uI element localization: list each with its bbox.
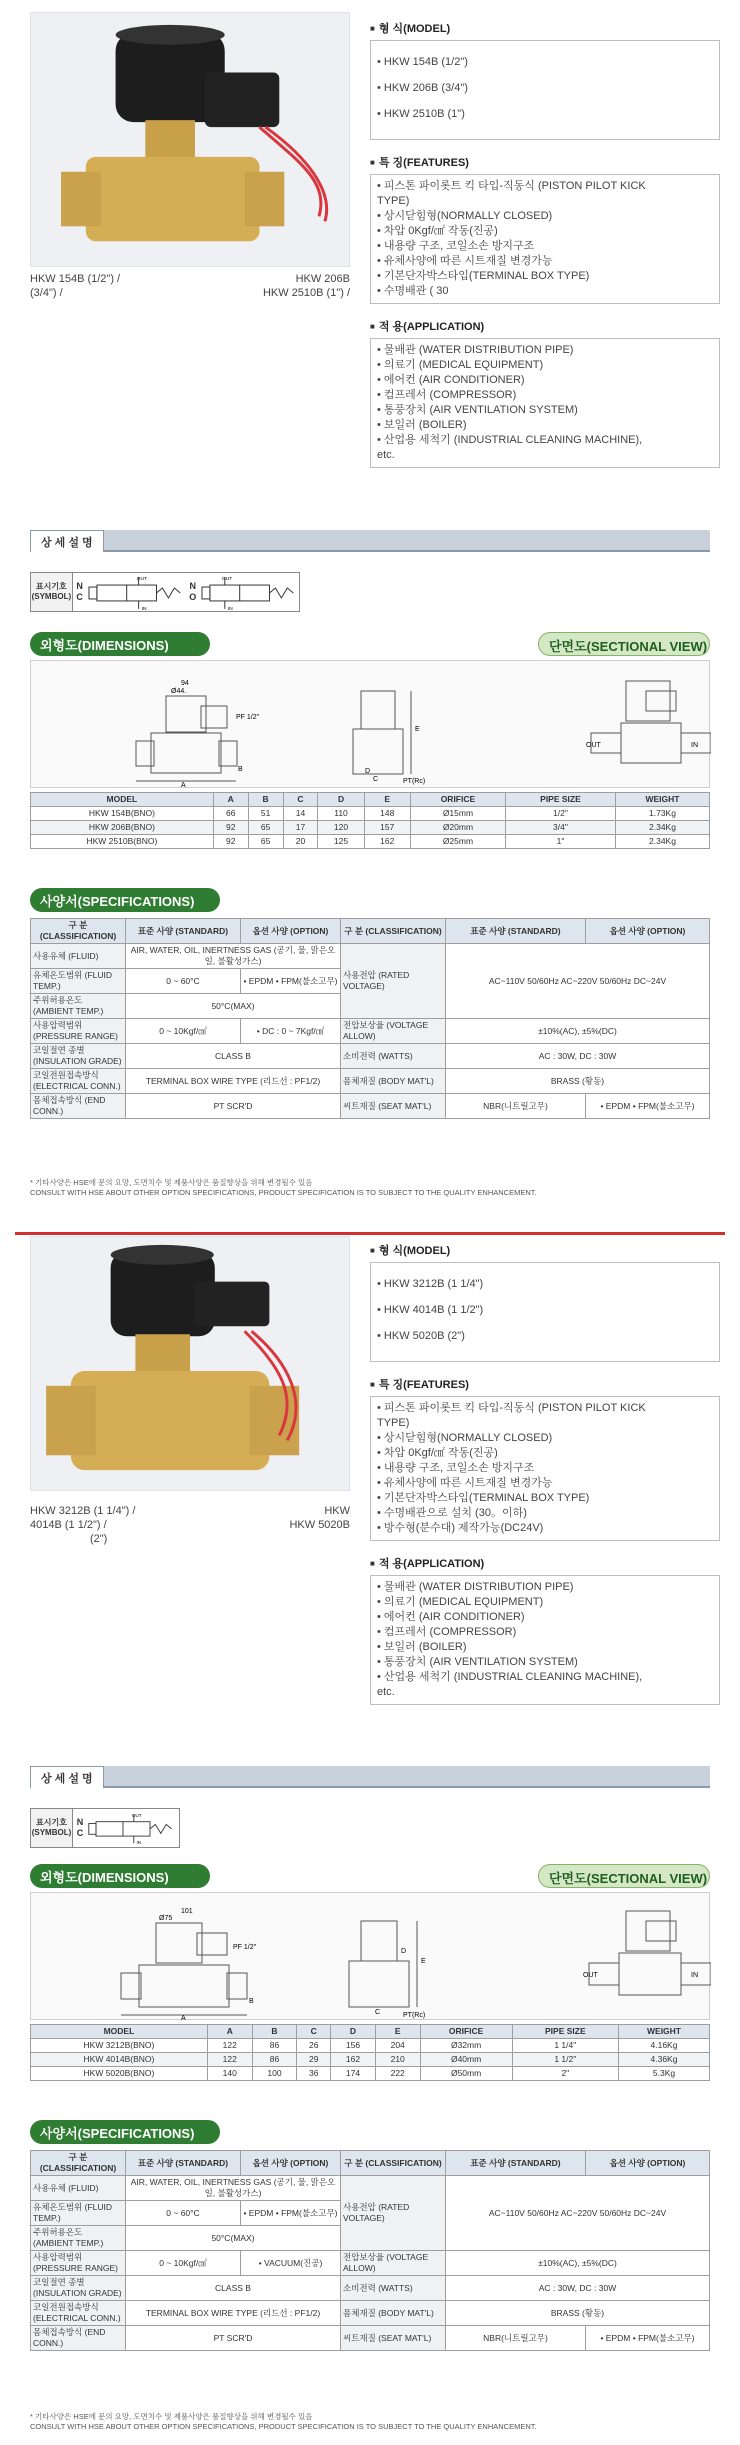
model-item: • HKW 2510B (1"): [377, 108, 465, 120]
caption-text: HKW 3212B (1 1/4") /: [30, 1505, 136, 1517]
caption-text: HKW 154B (1/2") /: [30, 273, 121, 285]
svg-text:IN: IN: [691, 1972, 698, 1979]
caption-text: (2"): [90, 1533, 108, 1545]
caption-text: HKW 2510B (1") /: [262, 287, 350, 299]
specifications-title: 사양서(SPECIFICATIONS): [30, 2120, 220, 2144]
detail-tab-bar: [30, 1766, 710, 1788]
svg-text:E: E: [421, 1958, 426, 1965]
svg-text:D: D: [401, 1948, 407, 1955]
dimension-drawing-svg: [31, 661, 711, 789]
model-title-text: 형 식(MODEL): [378, 23, 451, 35]
valve-illustration: [31, 13, 349, 266]
app-item: • 에어컨 (AIR CONDITIONER): [377, 374, 525, 386]
features-box: [370, 174, 720, 304]
col-a: A: [213, 793, 248, 807]
svg-text:OUT: OUT: [136, 577, 147, 583]
photo-caption: [30, 272, 350, 300]
svg-text:D: D: [365, 768, 371, 775]
model-item: • HKW 5020B (2"): [377, 1330, 465, 1342]
app-item: etc.: [377, 449, 395, 461]
dimensions-table: [30, 792, 710, 849]
svg-text:IN: IN: [227, 606, 233, 611]
col-b: B: [252, 2025, 297, 2039]
spec-row: 몸체접속방식 (END CONN.) PT SCR'D 씨트재질 (SEAT MAT'L) NBR(니트릴고무) • EPDM • FPM(불소고무): [31, 1094, 710, 1119]
col-c: C: [297, 2025, 331, 2039]
sectional-title: 단면도(SECTIONAL VIEW): [538, 632, 710, 656]
svg-text:PF 1/2": PF 1/2": [233, 1944, 257, 1951]
valve-illustration: [31, 1237, 349, 1490]
product-divider: [15, 1232, 725, 1235]
spec-row: 주위허용온도 (AMBIENT TEMP.) 50°C(MAX): [31, 994, 710, 1019]
spec-row: 주위허용온도 (AMBIENT TEMP.) 50°C(MAX): [31, 2226, 710, 2251]
feature-item: • 피스톤 파이롯트 킥 타입-직동식 (PISTON PILOT KICK: [377, 1402, 646, 1414]
svg-text:IN: IN: [141, 606, 147, 611]
model-item: • HKW 4014B (1 1/2"): [377, 1304, 484, 1316]
product-photo: [30, 12, 350, 267]
table-header-row: [31, 2025, 710, 2039]
spec-row: 코일전원접속방식 (ELECTRICAL CONN.) TERMINAL BOX WIRE TYPE (리드선 : PF1/2) 몸체재질 (BODY MAT'L) BRASS (황동): [31, 1069, 710, 1094]
svg-text:E: E: [415, 726, 420, 733]
features-title: ■ 특 징(FEATURES): [370, 1376, 720, 1392]
col-pipe-size: PIPE SIZE: [512, 2025, 618, 2039]
features-box: [370, 1396, 720, 1541]
caption-text: (3/4") /: [30, 287, 63, 299]
symbol-nc-diagram: [87, 1809, 177, 1847]
feature-item: • 수명배관 ( 30: [377, 285, 449, 297]
col-b: B: [248, 793, 283, 807]
symbol-nc-diagram: [87, 573, 186, 611]
sectional-title: 단면도(SECTIONAL VIEW): [538, 1864, 710, 1888]
application-title: ■ 적 용(APPLICATION): [370, 1555, 720, 1571]
symbol-nc-label: N C: [76, 1817, 84, 1838]
feature-item: • 상시닫힘형(NORMALLY CLOSED): [377, 210, 553, 222]
svg-text:OUT: OUT: [583, 1972, 598, 1979]
col-orifice: ORIFICE: [420, 2025, 512, 2039]
spec-row: 코일절연 종별 (INSULATION GRADE) CLASS B 소비전력 (WATTS) AC : 30W, DC : 30W: [31, 2276, 710, 2301]
caption-text: 4014B (1 1/2") /: [30, 1519, 107, 1531]
tab-detail[interactable]: 상 세 설 명: [30, 530, 104, 552]
feature-item: TYPE): [377, 1417, 410, 1429]
feature-item: • 내용량 구조, 코일소손 방지구조: [377, 1462, 535, 1474]
model-box: [370, 1262, 720, 1362]
spec-row: 사용유체 (FLUID) AIR, WATER, OIL, INERTNESS GAS (공기, 물, 맑은오일, 불활성가스) 사용전압 (RATED VOLTAGE) AC~110V 50/60Hz AC~220V 50/60Hz DC~24V: [31, 944, 710, 969]
feature-item: • 수명배관으로 설치 (30。이하): [377, 1507, 527, 1519]
detail-tab-bar: [30, 530, 710, 552]
dimensions-table: [30, 2024, 710, 2081]
feature-item: • 방수형(분수대) 제작가능(DC24V): [377, 1522, 544, 1534]
spec-row: 코일전원접속방식 (ELECTRICAL CONN.) TERMINAL BOX WIRE TYPE (리드선 : PF1/2) 몸체재질 (BODY MAT'L) BRASS (황동): [31, 2301, 710, 2326]
col-e: E: [364, 793, 410, 807]
dimension-drawing-svg: [31, 1893, 711, 2021]
dimensions-title: 외형도(DIMENSIONS): [30, 632, 210, 656]
feature-item: • 기본단자박스타입(TERMINAL BOX TYPE): [377, 1492, 590, 1504]
symbol-box: [30, 572, 300, 612]
application-box: [370, 338, 720, 468]
dimensions-title: 외형도(DIMENSIONS): [30, 1864, 210, 1888]
svg-text:PT(Rc): PT(Rc): [403, 778, 426, 785]
symbol-no-label: N O: [189, 581, 197, 602]
specifications-title: 사양서(SPECIFICATIONS): [30, 888, 220, 912]
model-item: • HKW 154B (1/2"): [377, 56, 468, 68]
app-item: • 보일러 (BOILER): [377, 419, 467, 431]
model-item: • HKW 206B (3/4"): [377, 82, 468, 94]
app-item: • 물배관 (WATER DISTRIBUTION PIPE): [377, 1581, 574, 1593]
product-photo: [30, 1236, 350, 1491]
dimension-drawings: [30, 1892, 710, 2020]
spec-row: 유체온도범위 (FLUID TEMP.) 0 ~ 60°C • EPDM • FPM(불소고무): [31, 2201, 710, 2226]
feature-item: • 유체사양에 따른 시트재질 변경가능: [377, 1477, 553, 1489]
spec-row: 몸체접속방식 (END CONN.) PT SCR'D 씨트재질 (SEAT MAT'L) NBR(니트릴고무) • EPDM • FPM(불소고무): [31, 2326, 710, 2351]
model-title-text: 형 식(MODEL): [378, 1245, 451, 1257]
col-orifice: ORIFICE: [410, 793, 505, 807]
svg-text:C: C: [375, 2009, 381, 2016]
table-row: HKW 5020B(BNO) 140 100 36 174 222 Ø50mm 2" 5.3Kg: [31, 2067, 710, 2081]
table-header-row: [31, 793, 710, 807]
svg-text:OUT: OUT: [586, 742, 601, 749]
symbol-no-diagram: [200, 573, 299, 611]
col-pipe-size: PIPE SIZE: [506, 793, 616, 807]
app-item: • 의료기 (MEDICAL EQUIPMENT): [377, 359, 544, 371]
svg-text:B: B: [238, 766, 243, 773]
col-model: MODEL: [31, 2025, 208, 2039]
model-item: • HKW 3212B (1 1/4"): [377, 1278, 484, 1290]
svg-text:OUT: OUT: [132, 1813, 142, 1819]
col-a: A: [207, 2025, 252, 2039]
feature-item: • 차압 0Kgf/㎠ 작동(진공): [377, 1447, 498, 1459]
model-title: ■ 형 식(MODEL): [370, 1242, 720, 1258]
features-title-text: 특 징(FEATURES): [378, 1379, 469, 1391]
spec-header-row: 구 분 (CLASSIFICATION) 표준 사양 (STANDARD) 옵션 사양 (OPTION) 구 분 (CLASSIFICATION) 표준 사양 (STANDARD) 옵션 사양 (OPTION): [31, 2151, 710, 2176]
dimension-drawings: [30, 660, 710, 788]
svg-text:OUT: OUT: [221, 577, 233, 583]
specifications-table: [30, 918, 710, 1119]
feature-item: • 상시닫힘형(NORMALLY CLOSED): [377, 1432, 553, 1444]
svg-text:PF 1/2": PF 1/2": [236, 714, 260, 721]
spec-row: 사용압력범위 (PRESSURE RANGE) 0 ~ 10Kgf/㎠ • VACUUM(진공) 전압보상율 (VOLTAGE ALLOW) ±10%(AC), ±5%(DC): [31, 2251, 710, 2276]
symbol-nc-label: N C: [76, 581, 83, 602]
svg-text:IN: IN: [136, 1840, 141, 1846]
table-row: HKW 206B(BNO) 92 65 17 120 157 Ø20mm 3/4" 2.34Kg: [31, 821, 710, 835]
application-title-text: 적 용(APPLICATION): [378, 1558, 485, 1570]
feature-item: • 차압 0Kgf/㎠ 작동(진공): [377, 225, 498, 237]
symbol-label: 표시기호 (SYMBOL): [31, 1809, 73, 1847]
caption-text: HKW: [324, 1505, 350, 1517]
app-item: • 의료기 (MEDICAL EQUIPMENT): [377, 1596, 544, 1608]
svg-text:Ø75: Ø75: [159, 1915, 173, 1922]
table-row: HKW 3212B(BNO) 122 86 26 156 204 Ø32mm 1 1/4" 4.16Kg: [31, 2039, 710, 2053]
photo-caption: [30, 1504, 350, 1546]
app-item: • 보일러 (BOILER): [377, 1641, 467, 1653]
svg-text:PT(Rc): PT(Rc): [403, 2012, 426, 2019]
feature-item: • 유체사양에 따른 시트재질 변경가능: [377, 255, 553, 267]
application-box: [370, 1575, 720, 1705]
col-model: MODEL: [31, 793, 214, 807]
features-title: ■ 특 징(FEATURES): [370, 154, 720, 170]
col-d: D: [318, 793, 364, 807]
svg-text:101: 101: [181, 1908, 193, 1915]
spec-note: * 기타사양은 HSE에 문의 요망, 도면치수 및 제품사양은 품질향상을 위해 변경될수 있음 CONSULT WITH HSE ABOUT OTHER OPTION SPECIFICATIONS, PRODUCT SPECIFICATION IS TO SUBJECT TO THE QUALITY ENHANCEMENT.: [30, 1178, 537, 1197]
spec-row: 사용유체 (FLUID) AIR, WATER, OIL, INERTNESS GAS (공기, 물, 맑은오일, 불활성가스) 사용전압 (RATED VOLTAGE) AC~110V 50/60Hz AC~220V 50/60Hz DC~24V: [31, 2176, 710, 2201]
svg-text:C: C: [373, 776, 379, 783]
svg-text:94: 94: [181, 680, 189, 687]
app-item: • 컴프레서 (COMPRESSOR): [377, 389, 517, 401]
spec-header-row: 구 분 (CLASSIFICATION) 표준 사양 (STANDARD) 옵션 사양 (OPTION) 구 분 (CLASSIFICATION) 표준 사양 (STANDARD) 옵션 사양 (OPTION): [31, 919, 710, 944]
feature-item: TYPE): [377, 195, 410, 207]
features-title-text: 특 징(FEATURES): [378, 157, 469, 169]
app-item: • 에어컨 (AIR CONDITIONER): [377, 1611, 525, 1623]
svg-text:A: A: [181, 2015, 186, 2021]
feature-item: • 기본단자박스타입(TERMINAL BOX TYPE): [377, 270, 590, 282]
spec-note: * 기타사양은 HSE에 문의 요망, 도면치수 및 제품사양은 품질향상을 위해 변경될수 있음 CONSULT WITH HSE ABOUT OTHER OPTION SPECIFICATIONS, PRODUCT SPECIFICATION IS TO SUBJECT TO THE QUALITY ENHANCEMENT.: [30, 2412, 537, 2431]
symbol-label: 표시기호 (SYMBOL): [31, 573, 73, 611]
app-item: etc.: [377, 1686, 395, 1698]
tab-detail[interactable]: 상 세 설 명: [30, 1766, 104, 1788]
col-d: D: [331, 2025, 376, 2039]
col-e: E: [375, 2025, 420, 2039]
app-item: • 통풍장치 (AIR VENTILATION SYSTEM): [377, 1656, 578, 1668]
app-item: • 산업용 세척기 (INDUSTRIAL CLEANING MACHINE),: [377, 434, 643, 446]
spec-row: 유체온도범위 (FLUID TEMP.) 0 ~ 60°C • EPDM • FPM(불소고무): [31, 969, 710, 994]
table-row: HKW 2510B(BNO) 92 65 20 125 162 Ø25mm 1" 2.34Kg: [31, 835, 710, 849]
feature-item: • 내용량 구조, 코일소손 방지구조: [377, 240, 535, 252]
col-weight: WEIGHT: [615, 793, 709, 807]
info-panel: [370, 20, 720, 468]
feature-item: • 피스톤 파이롯트 킥 타입-직동식 (PISTON PILOT KICK: [377, 180, 646, 192]
specifications-table: [30, 2150, 710, 2351]
svg-text:IN: IN: [691, 742, 698, 749]
model-box: [370, 40, 720, 140]
caption-text: HKW 5020B: [289, 1519, 350, 1531]
spec-row: 사용압력범위 (PRESSURE RANGE) 0 ~ 10Kgf/㎠ • DC : 0 ~ 7Kgf/㎠ 전압보상율 (VOLTAGE ALLOW) ±10%(AC), ±5%(DC): [31, 1019, 710, 1044]
spec-row: 코일절연 종별 (INSULATION GRADE) CLASS B 소비전력 (WATTS) AC : 30W, DC : 30W: [31, 1044, 710, 1069]
table-row: HKW 4014B(BNO) 122 86 29 162 210 Ø40mm 1 1/2" 4.36Kg: [31, 2053, 710, 2067]
svg-text:B: B: [249, 1998, 254, 2005]
model-title: ■ 형 식(MODEL): [370, 20, 720, 36]
application-title: ■ 적 용(APPLICATION): [370, 318, 720, 334]
table-row: HKW 154B(BNO) 66 51 14 110 148 Ø15mm 1/2" 1.73Kg: [31, 807, 710, 821]
info-panel: [370, 1242, 720, 1705]
symbol-box: [30, 1808, 180, 1848]
col-c: C: [283, 793, 318, 807]
app-item: • 산업용 세척기 (INDUSTRIAL CLEANING MACHINE),: [377, 1671, 643, 1683]
caption-text: HKW 206B: [295, 273, 350, 285]
svg-text:A: A: [181, 782, 186, 789]
application-title-text: 적 용(APPLICATION): [378, 321, 485, 333]
app-item: • 물배관 (WATER DISTRIBUTION PIPE): [377, 344, 574, 356]
col-weight: WEIGHT: [619, 2025, 710, 2039]
app-item: • 통풍장치 (AIR VENTILATION SYSTEM): [377, 404, 578, 416]
app-item: • 컴프레서 (COMPRESSOR): [377, 1626, 517, 1638]
svg-text:Ø44.: Ø44.: [171, 688, 187, 695]
